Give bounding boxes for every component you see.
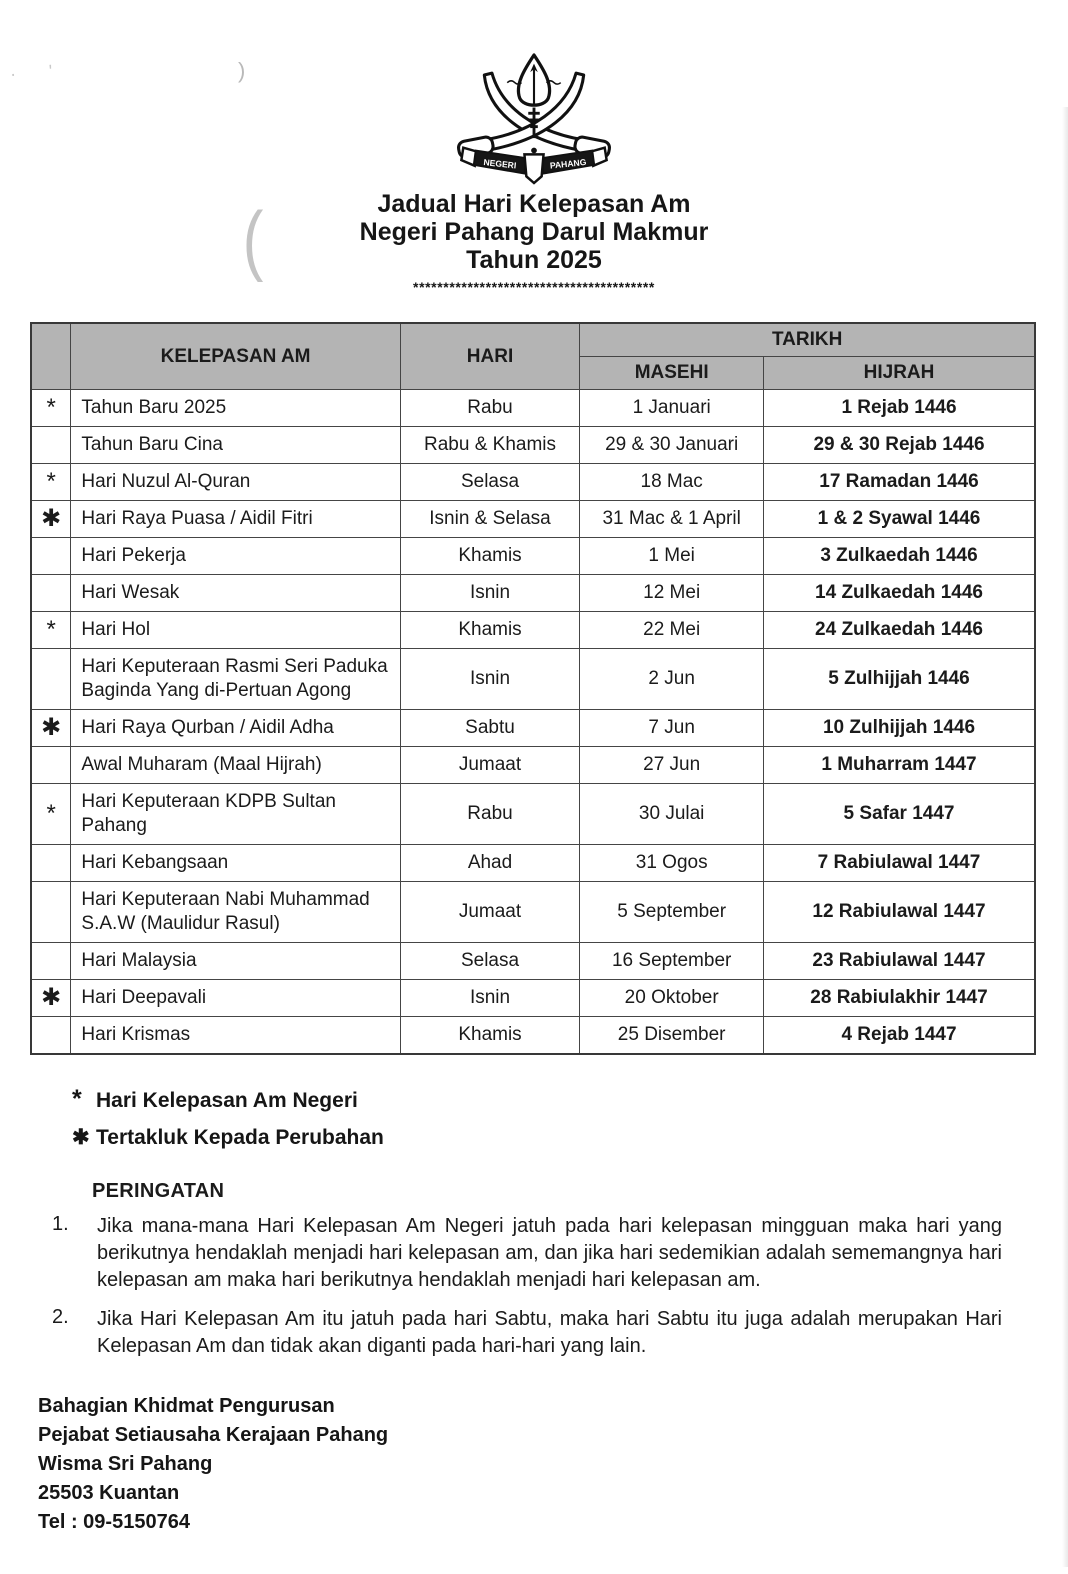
table-row (31, 1017, 1035, 1055)
legend-item-state-holiday (72, 1081, 1068, 1119)
title-line-3: Tahun 2025 (466, 246, 602, 274)
footer-line-postcode-city: 25503 Kuantan (38, 1482, 180, 1504)
holiday-name: Awal Muharam (Maal Hijrah) (71, 747, 400, 784)
holiday-date-masehi: 27 Jun (580, 747, 764, 784)
header-tarikh: TARIKH (580, 323, 1035, 357)
issuing-office-block (38, 1392, 1068, 1537)
holiday-date-hijrah: 1 & 2 Syawal 1446 (764, 501, 1035, 538)
holiday-day: Selasa (400, 943, 580, 980)
holiday-date-masehi: 31 Mac & 1 April (580, 501, 764, 538)
row-marker (31, 845, 71, 882)
holiday-date-hijrah: 3 Zulkaedah 1446 (764, 538, 1035, 575)
table-row (31, 980, 1035, 1017)
holiday-name: Tahun Baru 2025 (71, 390, 400, 427)
scan-paren-mark: ( (242, 195, 264, 283)
note-number-1: 1. (52, 1213, 69, 1235)
crest-ribbon (461, 148, 606, 183)
title-line-2: Negeri Pahang Darul Makmur (359, 218, 709, 246)
table-row (31, 501, 1035, 538)
holiday-name: Hari Wesak (71, 575, 400, 612)
holiday-date-masehi: 7 Jun (580, 710, 764, 747)
holiday-day: Sabtu (400, 710, 580, 747)
row-marker (31, 882, 71, 943)
scan-comma-mark: ) (238, 58, 246, 83)
asterisk-icon: * (72, 1085, 82, 1113)
holiday-date-masehi: 18 Mac (580, 464, 764, 501)
legend-item-subject-to-change (72, 1119, 1068, 1156)
holiday-day: Selasa (400, 464, 580, 501)
pahang-state-crest-icon (448, 52, 620, 186)
footer-line-office: Pejabat Setiausaha Kerajaan Pahang (38, 1424, 389, 1446)
header-hari: HARI (400, 323, 580, 390)
legend-text-subject-to-change: Tertakluk Kepada Perubahan (96, 1126, 384, 1149)
note-text-1: Jika mana-mana Hari Kelepasan Am Negeri jatuh pada hari kelepasan mingguan maka hari yang berikutnya hendaklah menjadi hari kelepasan am, dan jika hari sedemikian adalah sememangnya hari kelepasan am maka hari berikutnya hendaklah menjadi hari kelepasan am. (97, 1215, 1002, 1291)
holiday-date-hijrah: 4 Rejab 1447 (764, 1017, 1035, 1055)
scan-speck-marks: · ' (9, 60, 68, 84)
holiday-name: Hari Deepavali (71, 980, 400, 1017)
row-marker: ✱ (31, 980, 71, 1017)
holiday-name: Tahun Baru Cina (71, 427, 400, 464)
holiday-table-body (31, 390, 1035, 1055)
note-number-2: 2. (52, 1306, 69, 1328)
header-marker-column (31, 323, 71, 390)
row-marker: ✱ (31, 710, 71, 747)
row-marker: * (31, 464, 71, 501)
crest-ribbon-left-label: NEGERI (483, 157, 517, 171)
title-stars-divider: **************************************** (413, 279, 655, 295)
note-item-2 (52, 1306, 1002, 1360)
holiday-date-masehi: 12 Mei (580, 575, 764, 612)
row-marker (31, 1017, 71, 1055)
holiday-date-hijrah: 10 Zulhijjah 1446 (764, 710, 1035, 747)
table-row (31, 390, 1035, 427)
peringatan-heading: PERINGATAN (92, 1180, 225, 1202)
table-row (31, 612, 1035, 649)
peringatan-section (52, 1180, 1002, 1360)
holiday-date-masehi: 31 Ogos (580, 845, 764, 882)
holiday-date-hijrah: 1 Rejab 1446 (764, 390, 1035, 427)
holiday-name: Hari Keputeraan KDPB Sultan Pahang (71, 784, 400, 845)
holiday-day: Rabu & Khamis (400, 427, 580, 464)
row-marker (31, 943, 71, 980)
row-marker (31, 427, 71, 464)
holiday-date-hijrah: 12 Rabiulawal 1447 (764, 882, 1035, 943)
holiday-day: Rabu (400, 784, 580, 845)
legend (72, 1081, 1068, 1156)
holiday-date-masehi: 30 Julai (580, 784, 764, 845)
table-row (31, 575, 1035, 612)
row-marker (31, 538, 71, 575)
holiday-date-masehi: 20 Oktober (580, 980, 764, 1017)
holiday-day: Ahad (400, 845, 580, 882)
holiday-date-masehi: 2 Jun (580, 649, 764, 710)
holiday-day: Isnin (400, 980, 580, 1017)
header-kelepasan-am: KELEPASAN AM (71, 323, 400, 390)
row-marker (31, 747, 71, 784)
crest-ribbon-right-label: PAHANG (549, 156, 587, 171)
holiday-date-hijrah: 17 Ramadan 1446 (764, 464, 1035, 501)
holiday-day: Isnin (400, 649, 580, 710)
scan-right-edge-shadow (1062, 107, 1068, 1567)
table-row (31, 784, 1035, 845)
table-row (31, 464, 1035, 501)
holiday-day: Khamis (400, 612, 580, 649)
holiday-date-masehi: 1 Januari (580, 390, 764, 427)
header-hijrah: HIJRAH (764, 357, 1035, 390)
holiday-name: Hari Keputeraan Rasmi Seri Paduka Baginda Yang di-Pertuan Agong (71, 649, 400, 710)
row-marker: ✱ (31, 501, 71, 538)
holiday-date-hijrah: 23 Rabiulawal 1447 (764, 943, 1035, 980)
table-row (31, 943, 1035, 980)
holiday-date-masehi: 22 Mei (580, 612, 764, 649)
row-marker (31, 575, 71, 612)
holiday-date-hijrah: 5 Zulhijjah 1446 (764, 649, 1035, 710)
holiday-day: Khamis (400, 1017, 580, 1055)
table-row (31, 747, 1035, 784)
holiday-date-hijrah: 24 Zulkaedah 1446 (764, 612, 1035, 649)
holiday-date-hijrah: 29 & 30 Rejab 1446 (764, 427, 1035, 464)
footer-line-department: Bahagian Khidmat Pengurusan (38, 1395, 335, 1417)
holiday-date-masehi: 1 Mei (580, 538, 764, 575)
holiday-date-hijrah: 5 Safar 1447 (764, 784, 1035, 845)
row-marker: * (31, 390, 71, 427)
holiday-name: Hari Hol (71, 612, 400, 649)
holiday-day: Isnin (400, 575, 580, 612)
holiday-day: Isnin & Selasa (400, 501, 580, 538)
holiday-day: Rabu (400, 390, 580, 427)
heavy-asterisk-icon: ✱ (72, 1126, 90, 1149)
holiday-date-masehi: 25 Disember (580, 1017, 764, 1055)
holiday-day: Jumaat (400, 882, 580, 943)
table-row (31, 710, 1035, 747)
holiday-date-hijrah: 1 Muharram 1447 (764, 747, 1035, 784)
holiday-date-hijrah: 28 Rabiulakhir 1447 (764, 980, 1035, 1017)
holiday-day: Jumaat (400, 747, 580, 784)
holiday-name: Hari Malaysia (71, 943, 400, 980)
row-marker: * (31, 612, 71, 649)
legend-text-state-holiday: Hari Kelepasan Am Negeri (96, 1089, 358, 1112)
holiday-name: Hari Raya Puasa / Aidil Fitri (71, 501, 400, 538)
table-row (31, 538, 1035, 575)
holiday-name: Hari Raya Qurban / Aidil Adha (71, 710, 400, 747)
holiday-date-masehi: 5 September (580, 882, 764, 943)
holiday-name: Hari Kebangsaan (71, 845, 400, 882)
holiday-name: Hari Keputeraan Nabi Muhammad S.A.W (Maulidur Rasul) (71, 882, 400, 943)
holiday-date-hijrah: 14 Zulkaedah 1446 (764, 575, 1035, 612)
header-masehi: MASEHI (580, 357, 764, 390)
title-line-1: Jadual Hari Kelepasan Am (377, 190, 691, 218)
holiday-day: Khamis (400, 538, 580, 575)
footer-line-building: Wisma Sri Pahang (38, 1453, 213, 1475)
holiday-name: Hari Nuzul Al-Quran (71, 464, 400, 501)
table-row (31, 427, 1035, 464)
holiday-date-masehi: 16 September (580, 943, 764, 980)
table-row (31, 649, 1035, 710)
holiday-name: Hari Pekerja (71, 538, 400, 575)
row-marker (31, 649, 71, 710)
holiday-date-masehi: 29 & 30 Januari (580, 427, 764, 464)
document-title (0, 190, 1068, 274)
row-marker: * (31, 784, 71, 845)
holiday-name: Hari Krismas (71, 1017, 400, 1055)
table-row (31, 882, 1035, 943)
note-text-2: Jika Hari Kelepasan Am itu jatuh pada hari Sabtu, maka hari Sabtu itu juga adalah merupakan Hari Kelepasan Am dan tidak akan diganti pada hari-hari yang lain. (97, 1308, 1002, 1357)
table-row (31, 845, 1035, 882)
footer-line-telephone: Tel : 09-5150764 (38, 1511, 190, 1533)
holiday-table (30, 322, 1036, 1055)
note-item-1 (52, 1213, 1002, 1294)
holiday-table-header (31, 323, 1035, 390)
holiday-date-hijrah: 7 Rabiulawal 1447 (764, 845, 1035, 882)
